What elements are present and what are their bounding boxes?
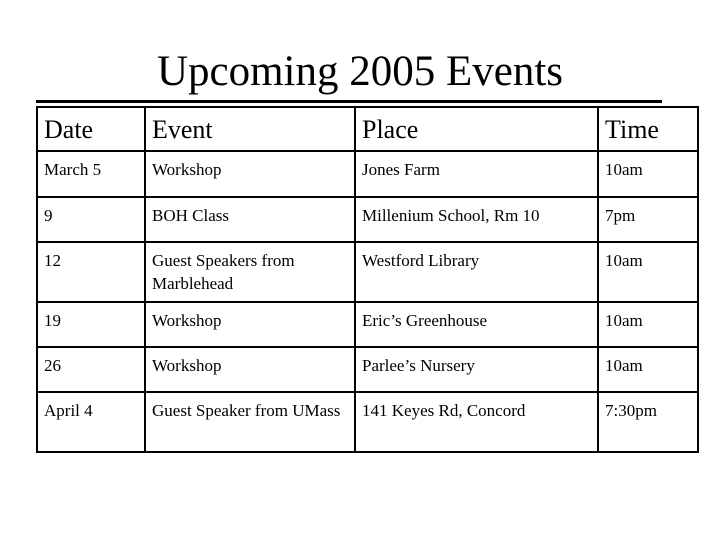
table-row bbox=[37, 347, 698, 392]
cell-time: 10am bbox=[598, 242, 698, 302]
cell-date: March 5 bbox=[37, 151, 145, 197]
cell-event: Workshop bbox=[145, 302, 355, 347]
table-header-row bbox=[37, 107, 698, 151]
header-time: Time bbox=[598, 107, 698, 151]
cell-place: 141 Keyes Rd, Concord bbox=[355, 392, 598, 452]
cell-event: Workshop bbox=[145, 151, 355, 197]
cell-place: Westford Library bbox=[355, 242, 598, 302]
cell-place: Eric’s Greenhouse bbox=[355, 302, 598, 347]
table-row bbox=[37, 392, 698, 452]
cell-event: BOH Class bbox=[145, 197, 355, 242]
cell-time: 10am bbox=[598, 347, 698, 392]
cell-date: 12 bbox=[37, 242, 145, 302]
cell-time: 10am bbox=[598, 151, 698, 197]
table-row bbox=[37, 302, 698, 347]
cell-date: 19 bbox=[37, 302, 145, 347]
table-row bbox=[37, 242, 698, 302]
cell-time: 7pm bbox=[598, 197, 698, 242]
header-date: Date bbox=[37, 107, 145, 151]
cell-date: 9 bbox=[37, 197, 145, 242]
header-place: Place bbox=[355, 107, 598, 151]
table-row bbox=[37, 151, 698, 197]
cell-event: Guest Speaker from UMass bbox=[145, 392, 355, 452]
cell-place: Parlee’s Nursery bbox=[355, 347, 598, 392]
events-table bbox=[36, 106, 699, 453]
table-row bbox=[37, 197, 698, 242]
header-event: Event bbox=[145, 107, 355, 151]
page-title: Upcoming 2005 Events bbox=[156, 48, 564, 95]
cell-place: Millenium School, Rm 10 bbox=[355, 197, 598, 242]
cell-time: 7:30pm bbox=[598, 392, 698, 452]
cell-date: April 4 bbox=[37, 392, 145, 452]
cell-date: 26 bbox=[37, 347, 145, 392]
cell-place: Jones Farm bbox=[355, 151, 598, 197]
title-underline bbox=[36, 100, 662, 103]
cell-event: Workshop bbox=[145, 347, 355, 392]
cell-time: 10am bbox=[598, 302, 698, 347]
cell-event: Guest Speakers from Marblehead bbox=[145, 242, 355, 302]
